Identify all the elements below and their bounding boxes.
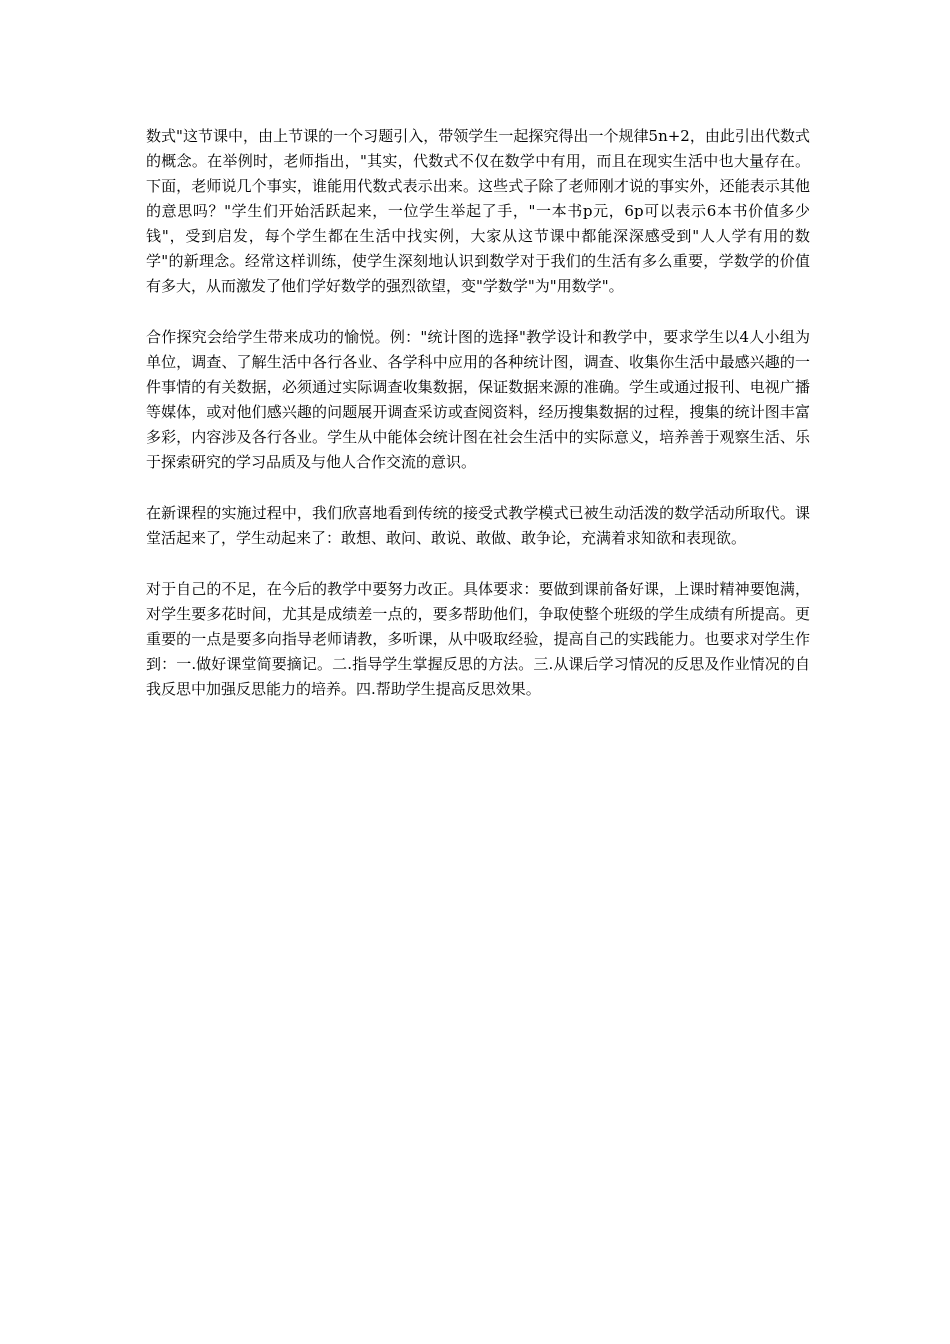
paragraph-3: 在新课程的实施过程中，我们欣喜地看到传统的接受式教学模式已被生动活泼的数学活动所取代。课堂活起来了，学生动起来了：敢想、敢问、敢说、敢做、敢争论，充满着求知欲和表现欲。 xyxy=(146,504,810,547)
paragraph-1: 数式"这节课中，由上节课的一个习题引入，带领学生一起探究得出一个规律5n+2，由此引出代数式的概念。在举例时，老师指出，"其实，代数式不仅在数学中有用，而且在现实生活中也大量存在。下面，老师说几个事实，谁能用代数式表示出来。这些式子除了老师刚才说的事实外，还能表示其他的意思吗？"学生们开始活跃起来，一位学生举起了手，"一本书p元，6p可以表示6本书价值多少钱"，受到启发，每个学生都在生活中找实例，大家从这节课中都能深深感受到"人人学有用的数学"的新理念。经常这样训练，使学生深刻地认识到数学对于我们的生活有多么重要，学数学的价值有多大，从而激发了他们学好数学的强烈欲望，变"学数学"为"用数学"。 xyxy=(146,127,810,295)
paragraph-4: 对于自己的不足，在今后的教学中要努力改正。具体要求：要做到课前备好课，上课时精神要饱满，对学生要多花时间，尤其是成绩差一点的，要多帮助他们，争取使整个班级的学生成绩有所提高。更重要的一点是要多向指导老师请教，多听课，从中吸取经验，提高自己的实践能力。也要求对学生作到：一.做好课堂简要摘记。二.指导学生掌握反思的方法。三.从课后学习情况的反思及作业情况的自我反思中加强反思能力的培养。四.帮助学生提高反思效果。 xyxy=(146,580,810,698)
document-body xyxy=(146,124,810,728)
paragraph-2: 合作探究会给学生带来成功的愉悦。例："统计图的选择"教学设计和教学中，要求学生以4人小组为单位，调查、了解生活中各行各业、各学科中应用的各种统计图，调查、收集你生活中最感兴趣的一件事情的有关数据，必须通过实际调查收集数据，保证数据来源的准确。学生或通过报刊、电视广播等媒体，或对他们感兴趣的问题展开调查采访或查阅资料，经历搜集数据的过程，搜集的统计图丰富多彩，内容涉及各行各业。学生从中能体会统计图在社会生活中的实际意义，培养善于观察生活、乐于探索研究的学习品质及与他人合作交流的意识。 xyxy=(146,328,810,471)
